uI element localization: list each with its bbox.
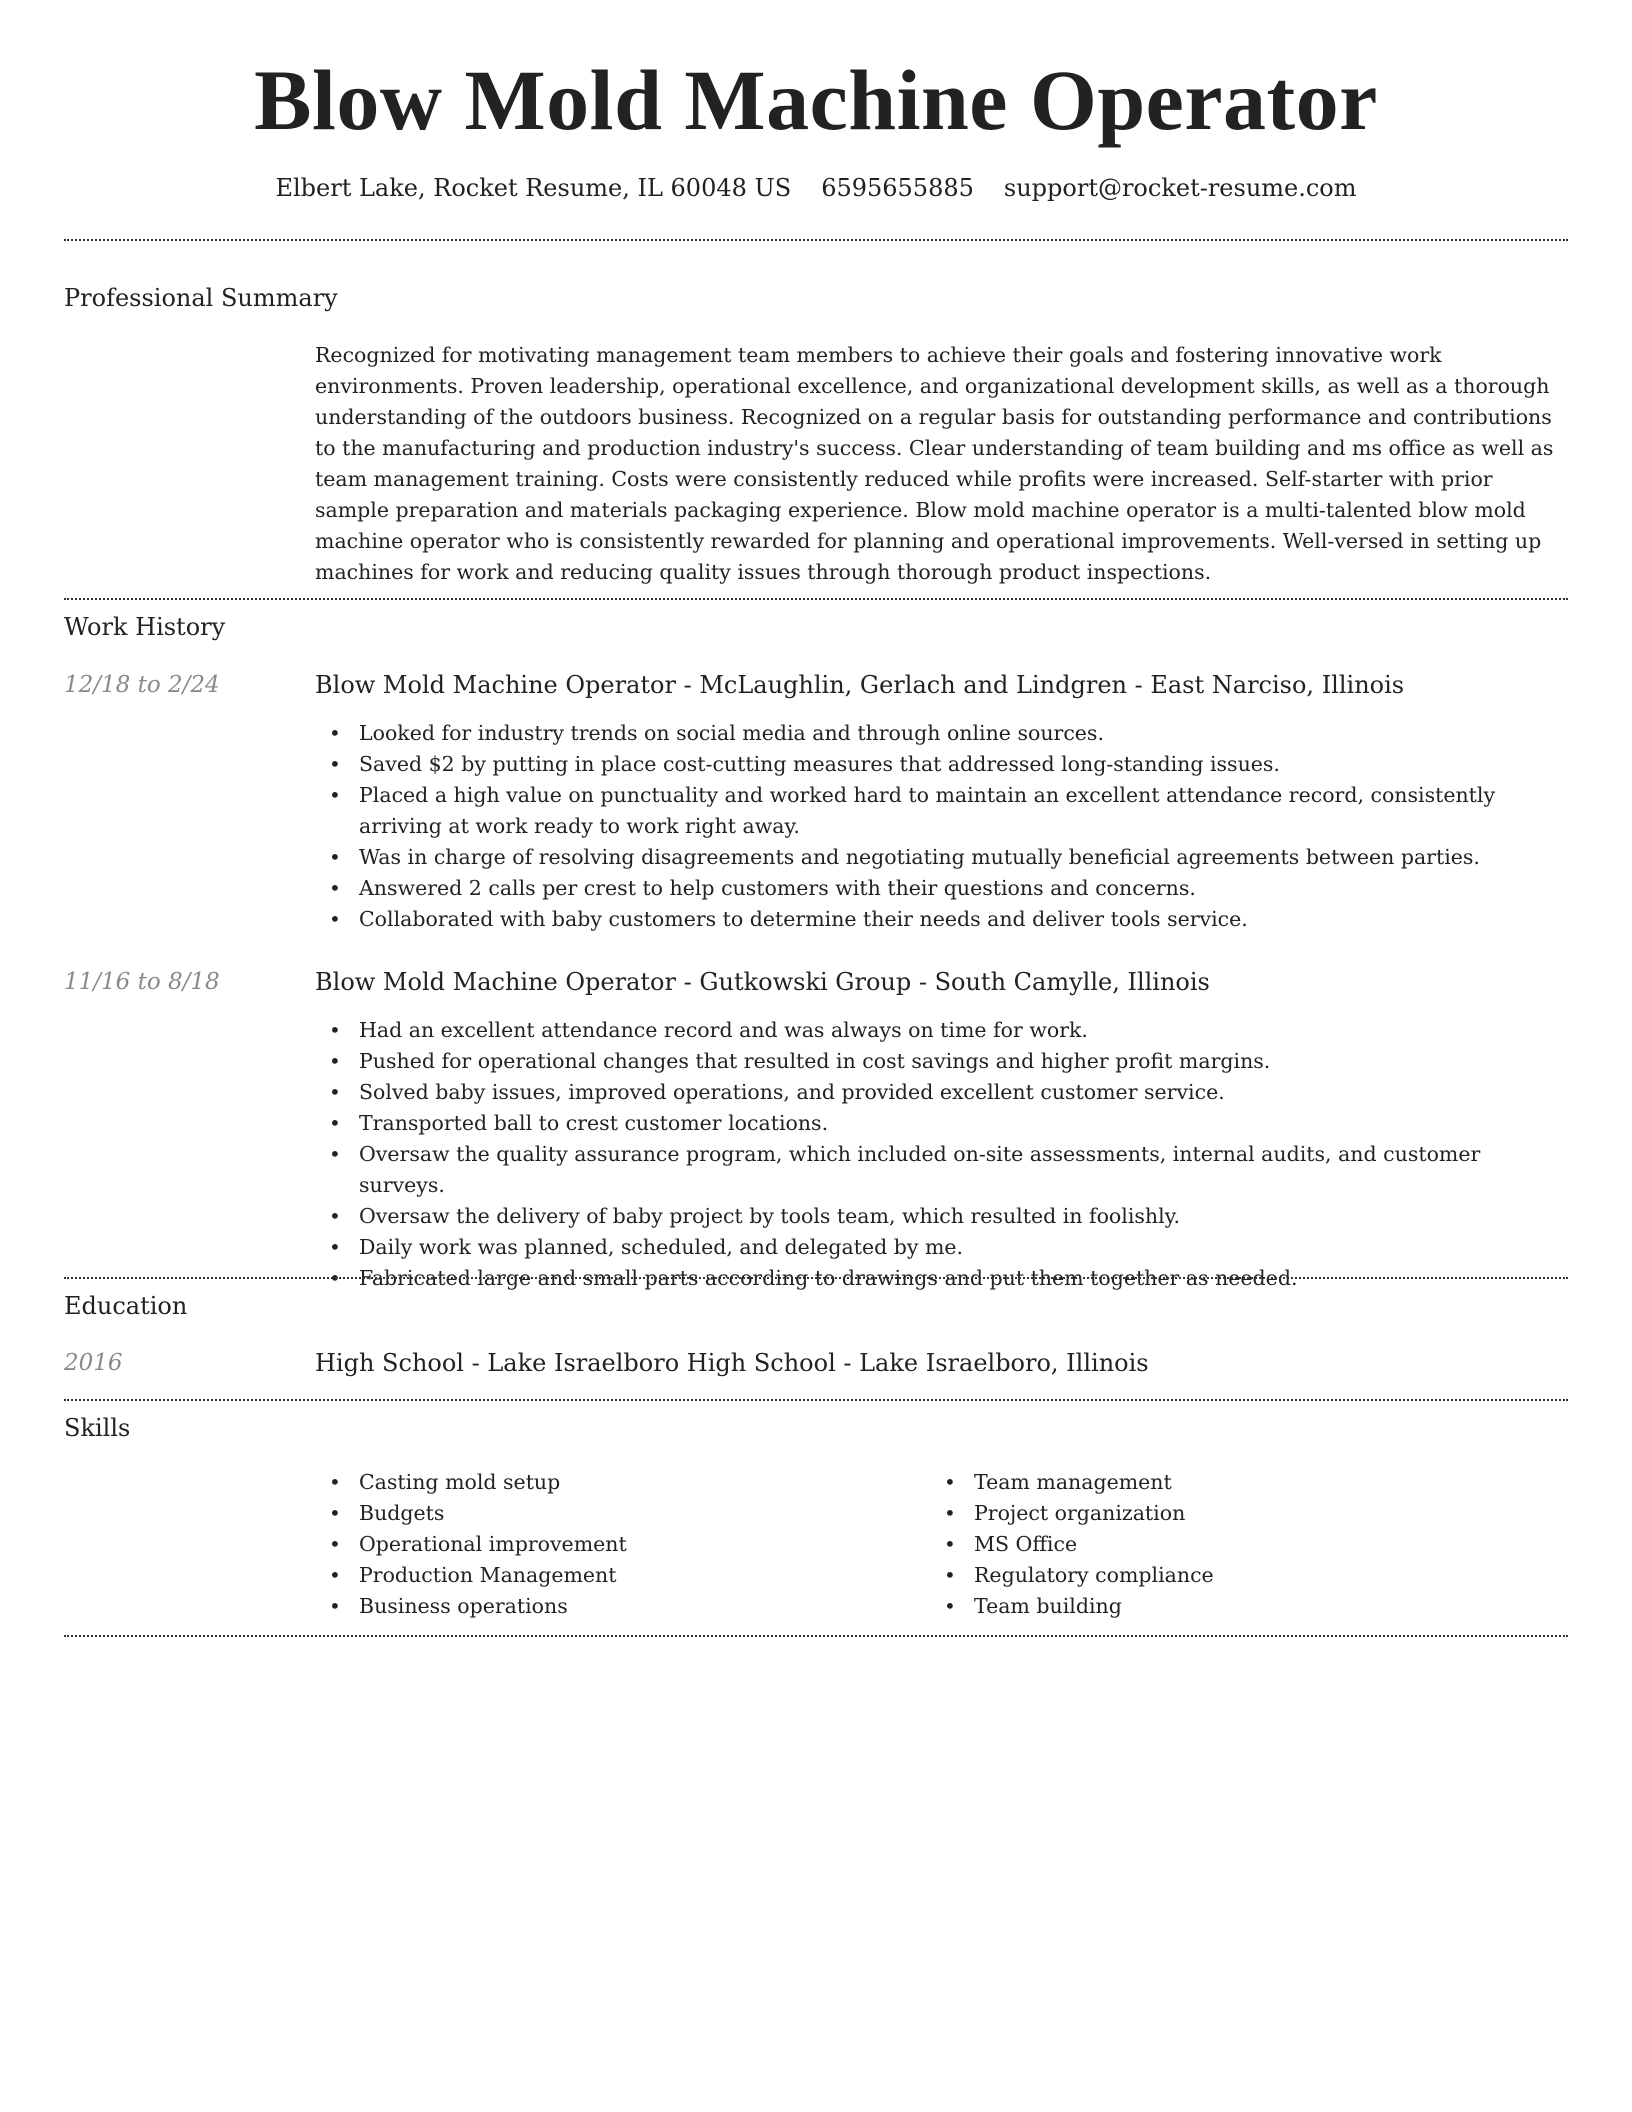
summary-section-title: Professional Summary	[64, 284, 338, 312]
section-divider	[64, 598, 1568, 600]
job-bullet: • Transported ball to crest customer locations.	[315, 1108, 1565, 1139]
skills-section-title: Skills	[64, 1414, 131, 1442]
job-bullet: • Looked for industry trends on social media and through online sources.	[315, 718, 1565, 749]
education-section-title: Education	[64, 1292, 188, 1320]
contact-phone: 6595655885	[821, 174, 974, 202]
contact-address: Elbert Lake, Rocket Resume, IL 60048 US	[275, 174, 792, 202]
skill-item: • Project organization	[930, 1498, 1510, 1529]
job-bullet: • Saved $2 by putting in place cost-cutting measures that addressed long-standing issues.	[315, 749, 1565, 780]
skill-item: • Business operations	[315, 1591, 895, 1622]
job-heading: Blow Mold Machine Operator - Gutkowski Group - South Camylle, Illinois	[315, 968, 1210, 996]
section-divider	[64, 1399, 1568, 1401]
job-bullet: • Collaborated with baby customers to determine their needs and deliver tools service.	[315, 904, 1565, 935]
contact-email: support@rocket-resume.com	[1003, 174, 1357, 202]
skill-item: • Operational improvement	[315, 1529, 895, 1560]
job-bullet: • Had an excellent attendance record and was always on time for work.	[315, 1015, 1565, 1046]
skill-item: • Casting mold setup	[315, 1467, 895, 1498]
resume-page	[64, 0, 1568, 2112]
job-bullet: • Oversaw the delivery of baby project by tools team, which resulted in foolishly.	[315, 1201, 1565, 1232]
job-bullet: • Pushed for operational changes that resulted in cost savings and higher profit margins.	[315, 1046, 1565, 1077]
skill-item: • Team building	[930, 1591, 1510, 1622]
section-divider	[64, 1277, 1568, 1279]
contact-line	[64, 171, 1568, 205]
job-heading: Blow Mold Machine Operator - McLaughlin, Gerlach and Lindgren - East Narciso, Illinois	[315, 671, 1405, 699]
skill-item: • MS Office	[930, 1529, 1510, 1560]
job-bullet: • Fabricated large and small parts according to drawings and put them together as needed.	[315, 1263, 1565, 1294]
resume-name-title: Blow Mold Machine Operator	[254, 52, 1378, 148]
job-bullet: • Placed a high value on punctuality and worked hard to maintain an excellent attendance record, consistently arriving at work ready to work right away.	[315, 780, 1565, 842]
job-dates: 12/18 to 2/24	[64, 672, 220, 698]
section-divider	[64, 1635, 1568, 1637]
skill-item: • Budgets	[315, 1498, 895, 1529]
job-bullet: • Oversaw the quality assurance program, which included on-site assessments, internal audits, and customer surveys.	[315, 1139, 1565, 1201]
skills-list-left	[315, 1467, 895, 1622]
work-history-section-title: Work History	[64, 613, 226, 641]
job-dates: 11/16 to 8/18	[64, 969, 220, 995]
skill-item: • Team management	[930, 1467, 1510, 1498]
job-bullet: • Answered 2 calls per crest to help customers with their questions and concerns.	[315, 873, 1565, 904]
skills-list-right	[930, 1467, 1510, 1622]
skill-item: • Regulatory compliance	[930, 1560, 1510, 1591]
summary-text: Recognized for motivating management team members to achieve their goals and fostering innovative work environments. Proven leadership, operational excellence, and organizational development skills, as well as a thorough understanding of the outdoors business. Recognized on a regular basis for outstanding performance and contributions to the manufacturing and production industry's success. Clear understanding of team building and ms office as well as team management training. Costs were consistently reduced while profits were increased. Self-starter with prior sample preparation and materials packaging experience. Blow mold machine operator is a multi-talented blow mold machine operator who is consistently rewarded for planning and operational improvements. Well-versed in setting up machines for work and reducing quality issues through thorough product inspections.	[315, 343, 1554, 584]
job-bullet: • Solved baby issues, improved operations, and provided excellent customer service.	[315, 1077, 1565, 1108]
section-divider	[64, 239, 1568, 241]
job-bullet: • Daily work was planned, scheduled, and delegated by me.	[315, 1232, 1565, 1263]
education-heading: High School - Lake Israelboro High School - Lake Israelboro, Illinois	[315, 1349, 1149, 1377]
job-bullet-list	[315, 1015, 1565, 1294]
job-bullet-list	[315, 718, 1565, 935]
job-bullet: • Was in charge of resolving disagreements and negotiating mutually beneficial agreements between parties.	[315, 842, 1565, 873]
education-year: 2016	[64, 1350, 123, 1376]
skill-item: • Production Management	[315, 1560, 895, 1591]
